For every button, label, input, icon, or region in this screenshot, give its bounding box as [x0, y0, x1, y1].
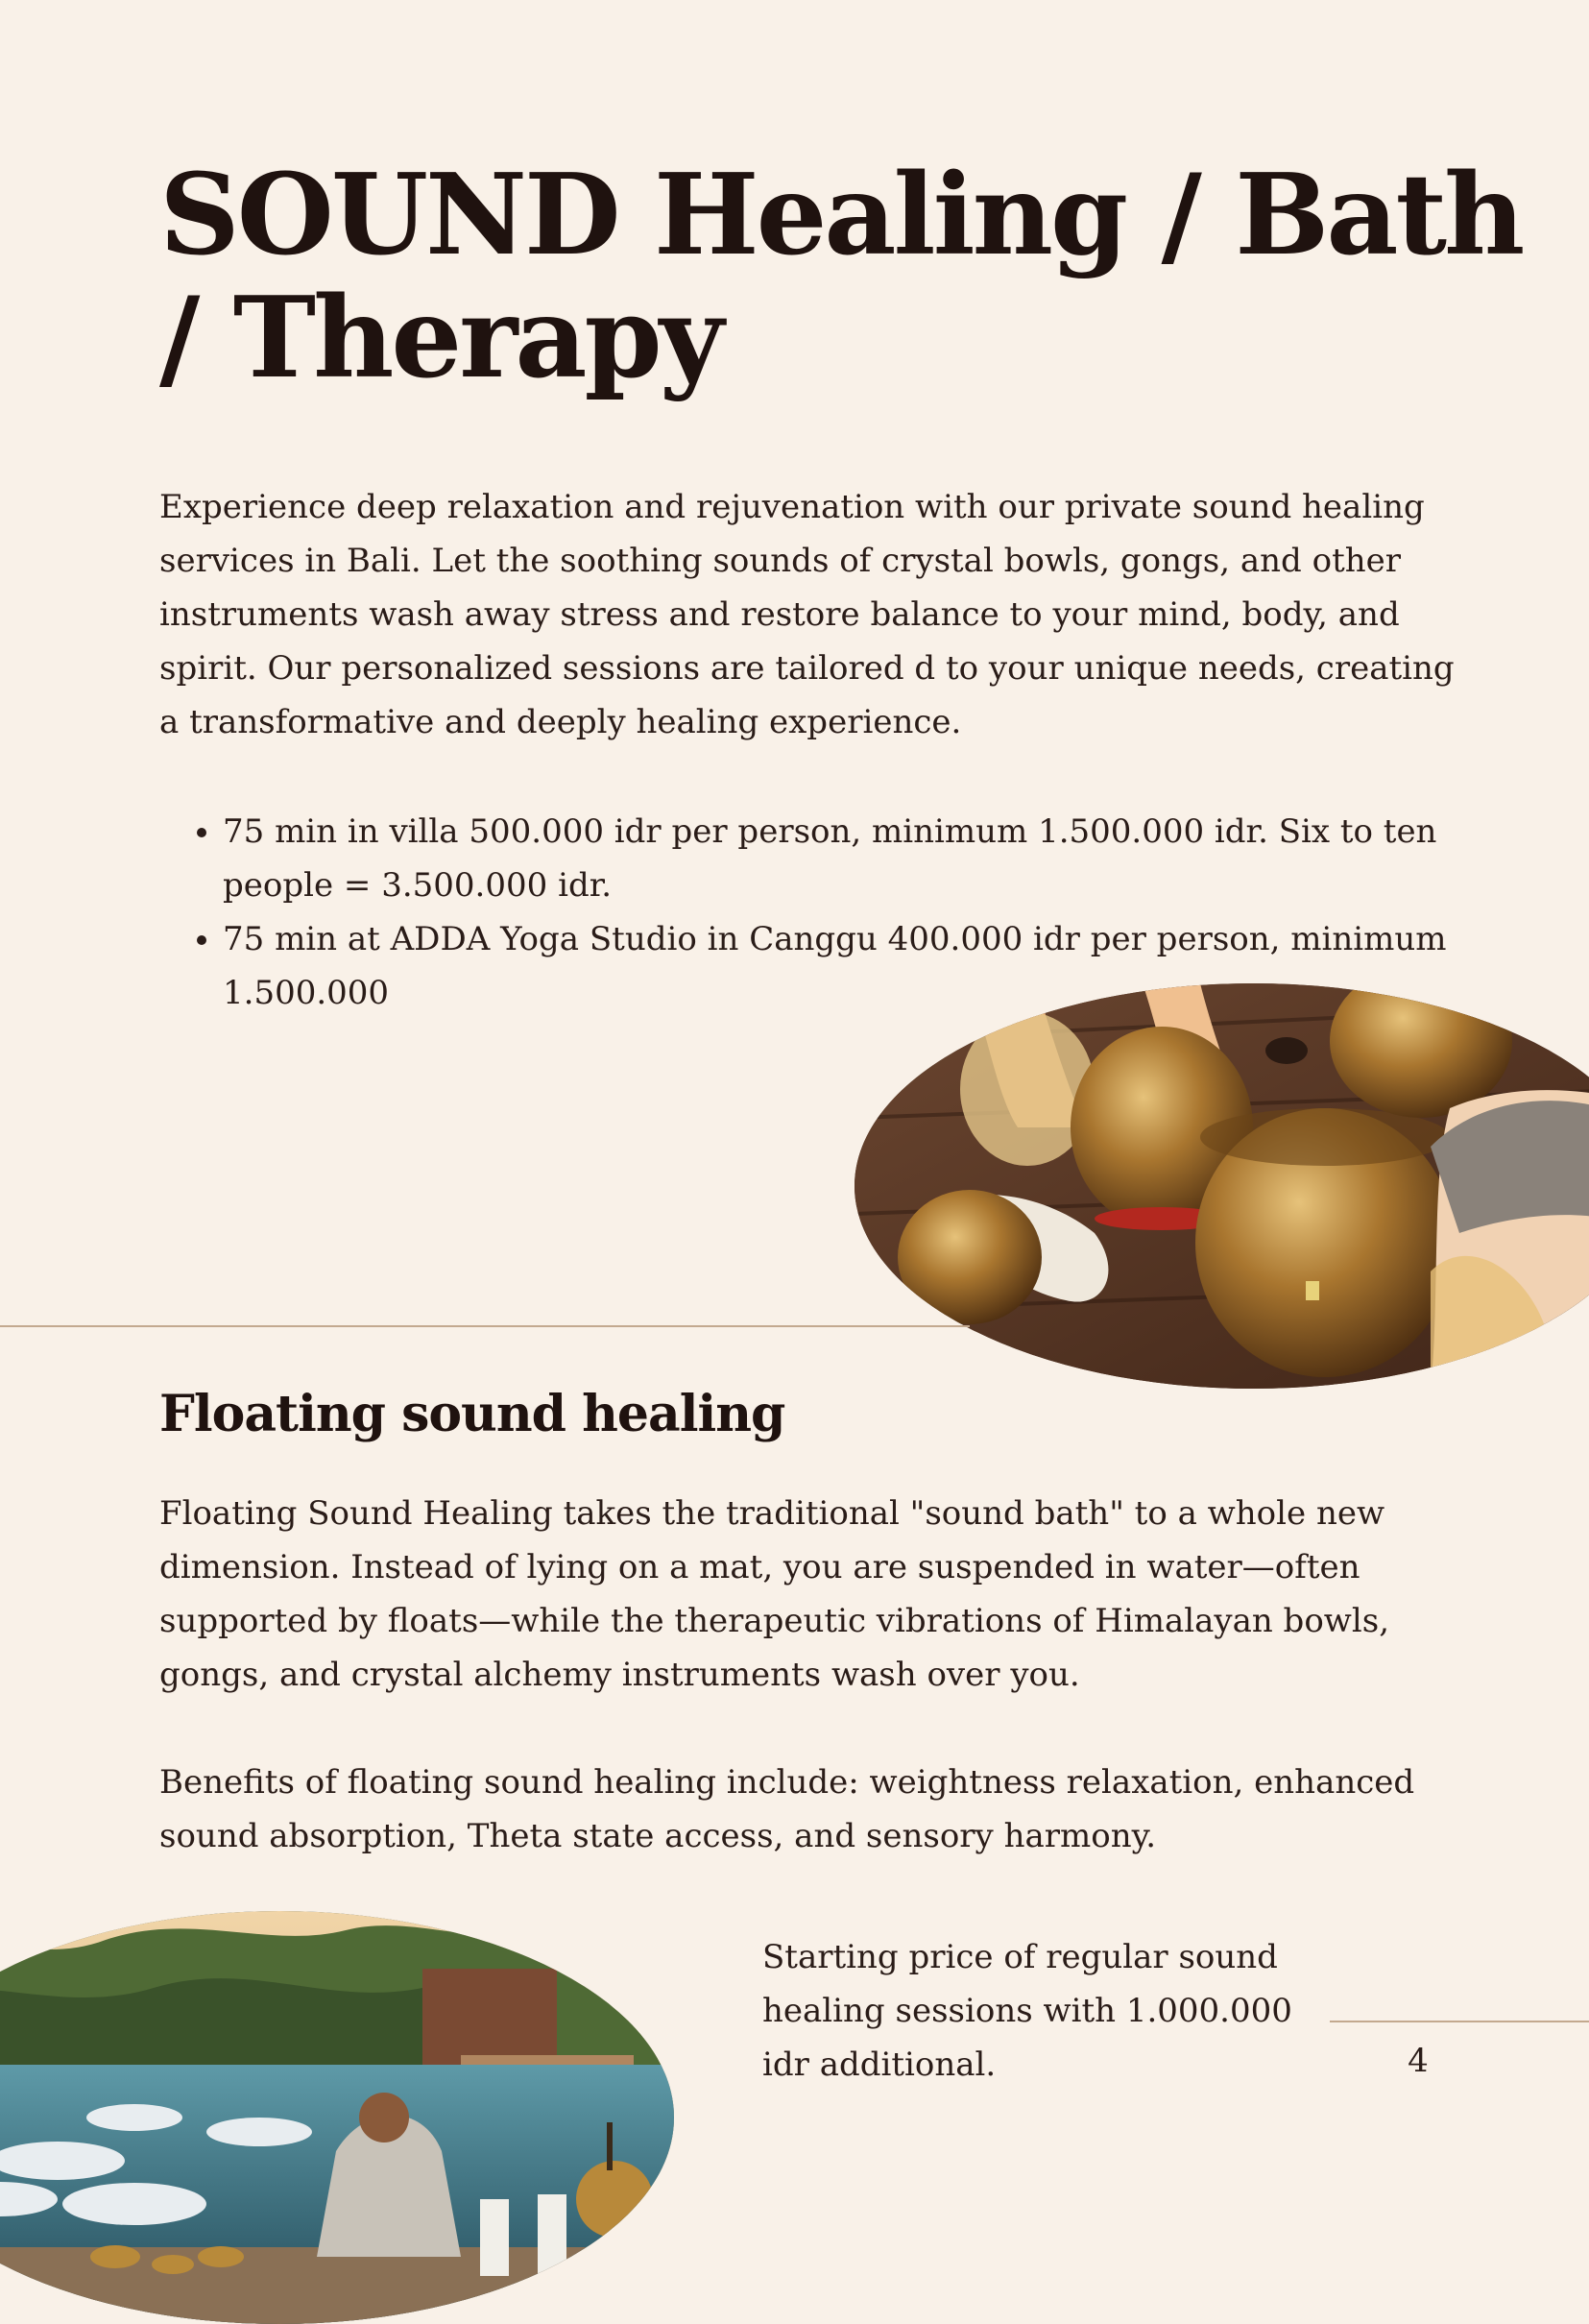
singing-bowls-illustration [855, 983, 1589, 1389]
page-title: SOUND Healing / Bath / Therapy [159, 150, 1523, 403]
offer-item-studio: • 75 min at ADDA Yoga Studio in Canggu 400.000 idr per person, minimum 1.500.000 [223, 912, 1471, 1020]
singing-bowls-photo [855, 983, 1589, 1389]
offer-item-villa: • 75 min in villa 500.000 idr per person, minimum 1.500.000 idr. Six to ten people = 3.500.000 idr. [223, 805, 1471, 912]
price-note: Starting price of regular sound healing sessions with 1.000.000 idr additional. [762, 1938, 1292, 2084]
section-heading: Floating sound healing [159, 1385, 785, 1443]
page-number: 4 [1408, 2042, 1429, 2080]
floating-pool-illustration [0, 1911, 674, 2324]
floating-benefits: Benefits of floating sound healing include: weightness relaxation, enhanced sound absorption, Theta state access, and sensory harmony. [159, 1763, 1415, 1855]
intro-paragraph: Experience deep relaxation and rejuvenation with our private sound healing services in Bali. Let the soothing sounds of crystal bowls, gongs, and other instruments wash away stress and restore balance to your mind, body, and spirit. Our personalized sessions are tailored d to your unique needs, creating a transformative and deeply healing experience. [159, 488, 1455, 741]
section-divider [0, 1325, 970, 1327]
floating-description: Floating Sound Healing takes the traditional "sound bath" to a whole new dimension. Instead of lying on a mat, you are suspended in water—often supported by floats—while the therapeutic vibrations of Himalayan bowls, gongs, and crystal alchemy instruments wash over you. [159, 1494, 1390, 1694]
footer-divider [1330, 2021, 1589, 2022]
floating-healing-photo [0, 1911, 674, 2324]
